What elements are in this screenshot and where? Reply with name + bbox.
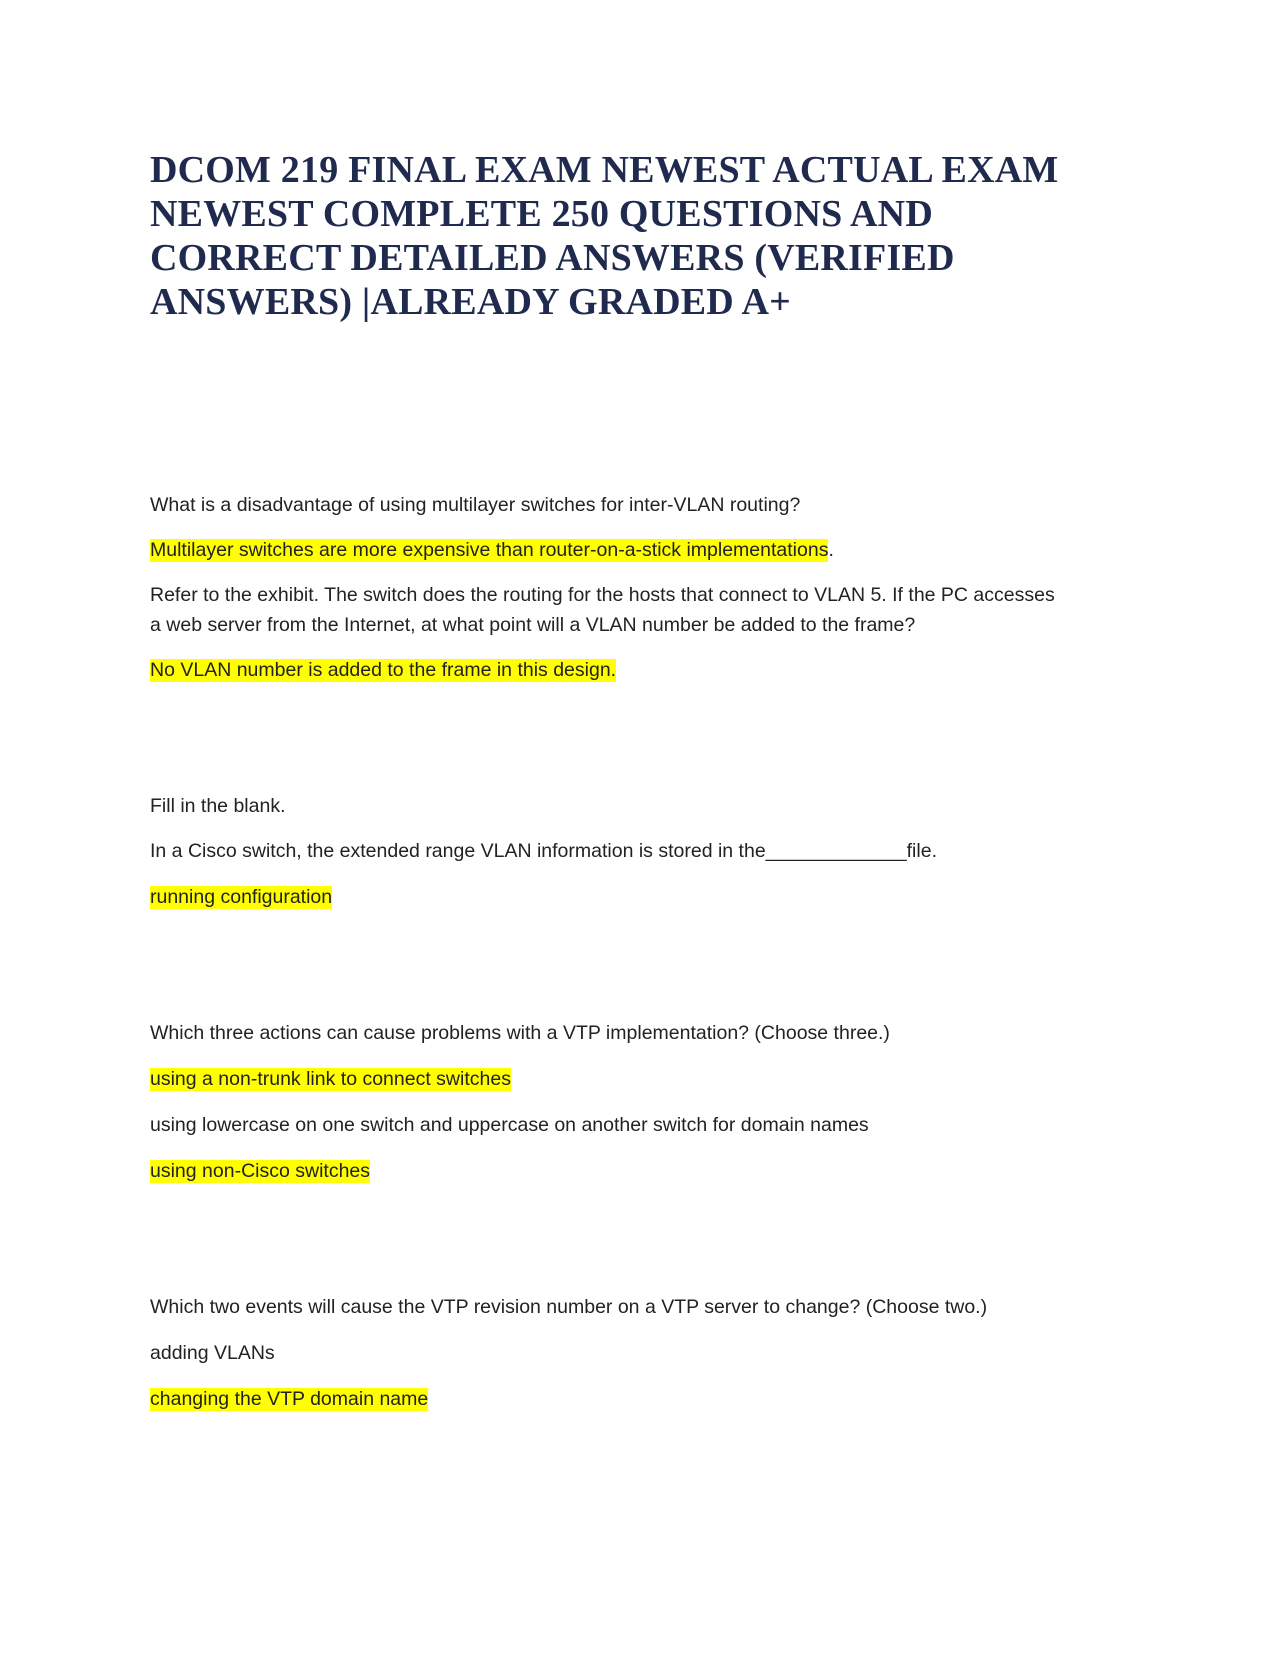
q4-question: Which three actions can cause problems with a VTP implementation? (Choose three.)	[150, 1022, 890, 1044]
q1-question: What is a disadvantage of using multilayer switches for inter-VLAN routing?	[150, 494, 801, 516]
q4-option-2: using lowercase on one switch and uppercase on another switch for domain names	[150, 1114, 869, 1136]
title-line-3: CORRECT DETAILED ANSWERS (VERIFIED	[150, 237, 955, 279]
title-line-1: DCOM 219 FINAL EXAM NEWEST ACTUAL EXAM	[150, 149, 1059, 191]
title-line-4: ANSWERS) |ALREADY GRADED A+	[150, 281, 792, 323]
q1-answer-line	[150, 535, 834, 565]
q1-answer-tail: .	[828, 539, 834, 561]
q3-answer-line	[150, 882, 332, 912]
q3-intro: Fill in the blank.	[150, 795, 286, 817]
q2-answer-line	[150, 655, 616, 685]
q5-option-2-line	[150, 1384, 428, 1414]
q2-question-line-2: a web server from the Internet, at what point will a VLAN number be added to the frame?	[150, 614, 916, 636]
q3-answer: running configuration	[150, 886, 333, 908]
q4-option-3: using non-Cisco switches	[150, 1160, 371, 1182]
q5-option-2: changing the VTP domain name	[150, 1388, 429, 1410]
q5-question: Which two events will cause the VTP revision number on a VTP server to change? (Choose two.)	[150, 1296, 988, 1318]
document-title	[150, 148, 1110, 324]
q2-answer: No VLAN number is added to the frame in this design.	[150, 659, 617, 681]
q4-option-1-line	[150, 1064, 511, 1094]
q5-option-1: adding VLANs	[150, 1342, 275, 1364]
q3-question: In a Cisco switch, the extended range VLAN information is stored in the_____________file.	[150, 840, 937, 862]
q2-question-line-1: Refer to the exhibit. The switch does the routing for the hosts that connect to VLAN 5. If the PC accesses	[150, 584, 1055, 606]
q4-option-3-line	[150, 1156, 370, 1186]
q4-option-1: using a non-trunk link to connect switches	[150, 1068, 511, 1090]
title-line-2: NEWEST COMPLETE 250 QUESTIONS AND	[150, 193, 933, 235]
q1-answer: Multilayer switches are more expensive than router-on-a-stick implementations	[150, 539, 829, 561]
